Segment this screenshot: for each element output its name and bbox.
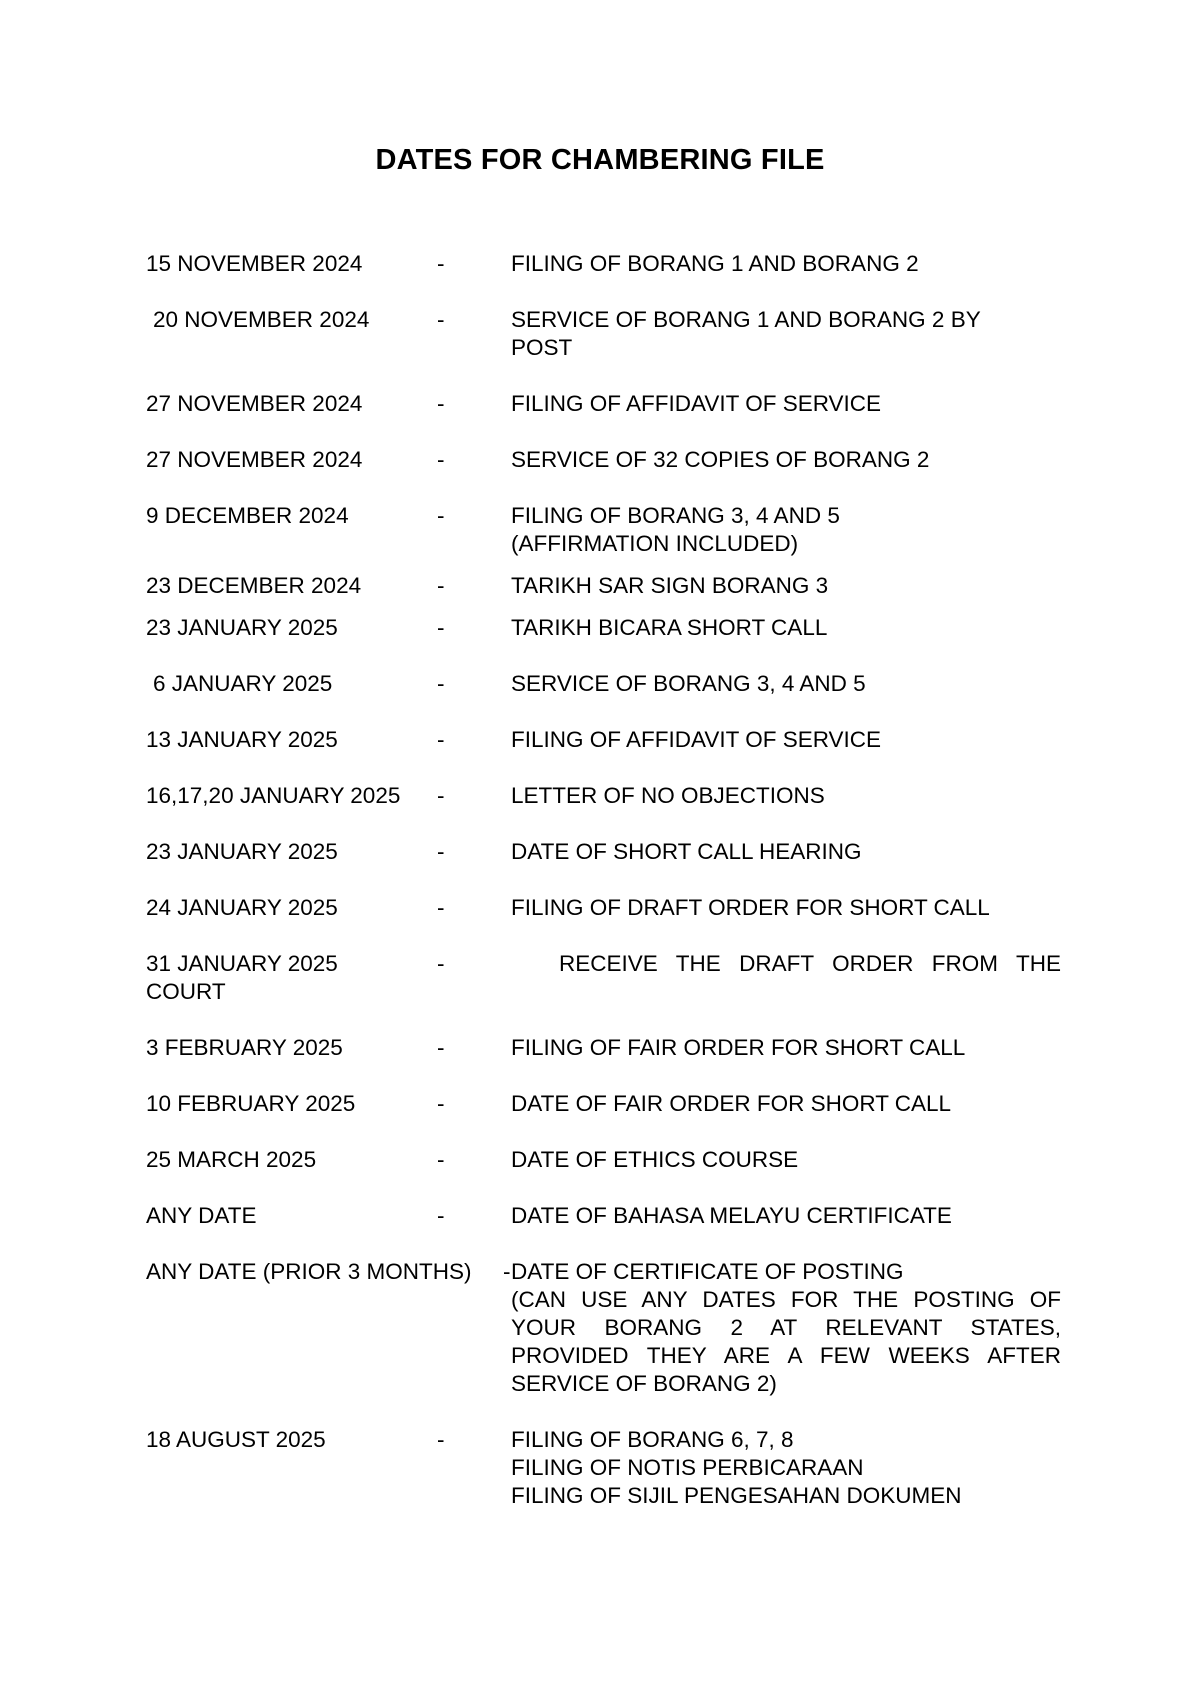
description-line: SERVICE OF BORANG 3, 4 AND 5 [511,671,866,696]
entry-separator: - [437,895,445,920]
entry-description [511,1034,965,1062]
entry-date: 18 AUGUST 2025 [146,1427,326,1452]
entry-description [511,1090,951,1118]
description-line: FILING OF AFFIDAVIT OF SERVICE [511,727,882,752]
entry-date: 23 JANUARY 2025 [146,839,338,864]
entry-date: 27 NOVEMBER 2024 [146,447,363,472]
description-line: DATE OF BAHASA MELAYU CERTIFICATE [511,1203,952,1228]
entry-separator: - [437,1427,445,1452]
description-line: FILING OF BORANG 1 AND BORANG 2 [511,251,919,276]
entry-description [511,250,919,278]
entry-separator: - [437,1091,445,1116]
description-line: FILING OF FAIR ORDER FOR SHORT CALL [511,1035,966,1060]
description-line: SERVICE OF 32 COPIES OF BORANG 2 [511,447,930,472]
entry-date: 27 NOVEMBER 2024 [146,391,363,416]
entry-description [511,614,827,642]
description-line: (CAN USE ANY DATES FOR THE POSTING OF [511,1287,1061,1312]
entry-description [511,1202,952,1230]
entry-separator: - [437,839,445,864]
entry-separator: - [437,391,445,416]
entry-date: 15 NOVEMBER 2024 [146,251,363,276]
entry-description [511,446,929,474]
entry-separator: - [437,1147,445,1172]
entry-separator: - [437,727,445,752]
entry-description [511,1258,1061,1398]
entry-description [511,894,990,922]
entry-description [511,1426,962,1510]
description-line: YOUR BORANG 2 AT RELEVANT STATES, [511,1315,1061,1340]
entry-description [511,782,825,810]
description-line: FILING OF BORANG 6, 7, 8 [511,1427,794,1452]
entry-date: ANY DATE (PRIOR 3 MONTHS) [146,1259,472,1284]
description-line: FILING OF BORANG 3, 4 AND 5 [511,503,840,528]
description-line: RECEIVE THE DRAFT ORDER FROM THE [559,951,1061,976]
entry-description [511,502,840,558]
description-line: DATE OF CERTIFICATE OF POSTING [511,1259,904,1284]
description-line: FILING OF DRAFT ORDER FOR SHORT CALL [511,895,990,920]
entry-separator: - [437,1203,445,1228]
entry-separator: - [437,671,445,696]
description-line: TARIKH SAR SIGN BORANG 3 [511,573,829,598]
entry-description [511,726,881,754]
description-line: PROVIDED THEY ARE A FEW WEEKS AFTER [511,1343,1061,1368]
description-line: FILING OF SIJIL PENGESAHAN DOKUMEN [511,1483,962,1508]
entry-date: 31 JANUARY 2025 [146,951,338,976]
entry-separator: - [437,783,445,808]
description-line: FILING OF NOTIS PERBICARAAN [511,1455,864,1480]
description-line: POST [511,335,573,360]
entry-description [511,670,866,698]
description-line: FILING OF AFFIDAVIT OF SERVICE [511,391,882,416]
entry-separator: - [437,251,445,276]
entry-separator: - [437,615,445,640]
description-line: DATE OF ETHICS COURSE [511,1147,799,1172]
entry-description [511,1146,798,1174]
entry-separator: - [437,307,445,332]
entry-date: 16,17,20 JANUARY 2025 [146,783,401,808]
entry-description [511,390,881,418]
entry-date: 10 FEBRUARY 2025 [146,1091,356,1116]
entry-separator: - [437,503,445,528]
description-line: DATE OF SHORT CALL HEARING [511,839,862,864]
entry-date: 13 JANUARY 2025 [146,727,338,752]
description-line: SERVICE OF BORANG 2) [511,1371,777,1396]
entry-date: 6 JANUARY 2025 [153,671,333,696]
description-line: DATE OF FAIR ORDER FOR SHORT CALL [511,1091,952,1116]
entry-separator: - [437,1035,445,1060]
entry-description [511,572,828,600]
entry-date: 24 JANUARY 2025 [146,895,338,920]
entry-description [511,306,981,362]
entry-date: 3 FEBRUARY 2025 [146,1035,343,1060]
entry-separator: - [503,1259,511,1284]
entry-separator: - [437,447,445,472]
entry-date: 9 DECEMBER 2024 [146,503,349,528]
entry-date: 25 MARCH 2025 [146,1147,317,1172]
description-line: LETTER OF NO OBJECTIONS [511,783,825,808]
description-line: (AFFIRMATION INCLUDED) [511,531,799,556]
entry-separator: - [437,951,445,976]
description-line: SERVICE OF BORANG 1 AND BORANG 2 BY [511,307,981,332]
entry-date: 20 NOVEMBER 2024 [153,307,370,332]
entry-date: ANY DATE [146,1203,257,1228]
description-line: TARIKH BICARA SHORT CALL [511,615,828,640]
entry-separator: - [437,573,445,598]
document-title: DATES FOR CHAMBERING FILE [375,144,825,176]
description-line: COURT [146,979,226,1004]
entry-date: 23 DECEMBER 2024 [146,573,362,598]
entry-description [511,838,862,866]
entry-date: 23 JANUARY 2025 [146,615,338,640]
